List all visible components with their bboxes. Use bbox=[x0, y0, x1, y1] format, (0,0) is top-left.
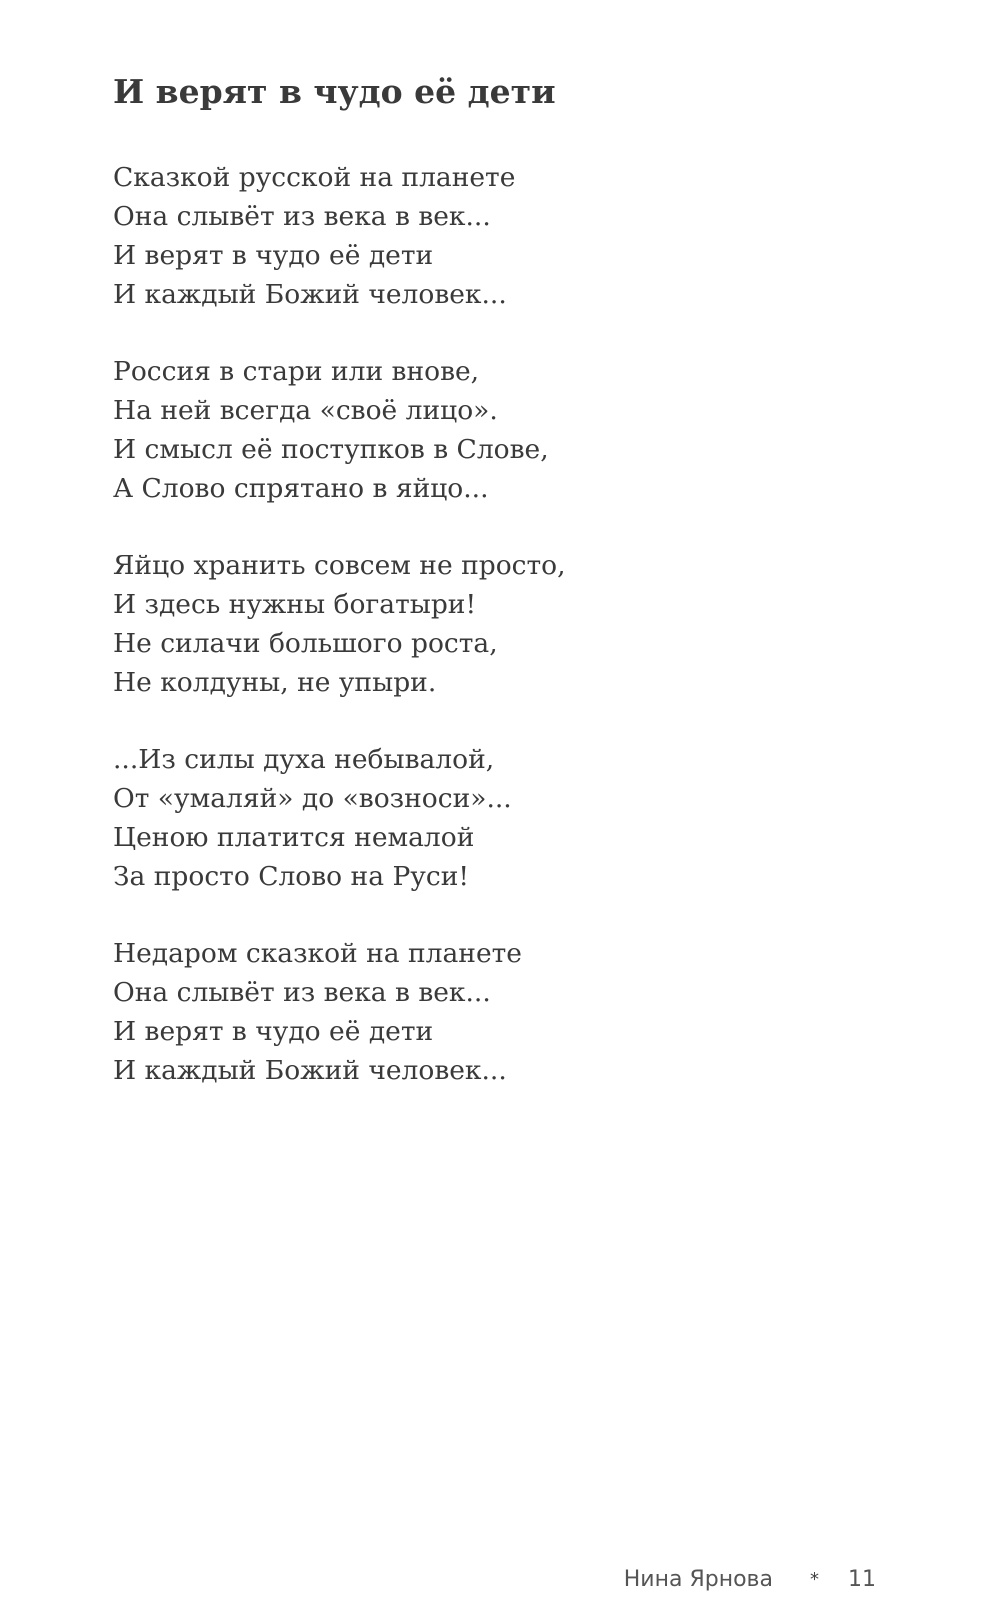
poem-line: И смысл её поступков в Слове, bbox=[113, 434, 549, 465]
separator-star-icon: * bbox=[810, 1569, 819, 1590]
poem-line: Яйцо хранить совсем не просто, bbox=[113, 550, 566, 581]
poem-line: А Слово спрятано в яйцо... bbox=[113, 473, 489, 504]
stanza-2 bbox=[113, 352, 733, 508]
poem-line: ...Из силы духа небывалой, bbox=[113, 744, 495, 775]
poem-line: Россия в стари или внове, bbox=[113, 356, 480, 387]
poem-line: И верят в чудо её дети bbox=[113, 1016, 434, 1047]
poem-line: За просто Слово на Руси! bbox=[113, 861, 470, 892]
poem-line: Не колдуны, не упыри. bbox=[113, 667, 437, 698]
stanza-5 bbox=[113, 934, 733, 1090]
stanza-1 bbox=[113, 158, 733, 314]
poem-title: И верят в чудо её дети bbox=[113, 72, 556, 111]
page-number: 11 bbox=[848, 1567, 876, 1592]
poem-body bbox=[113, 158, 733, 1128]
poem-line: От «умаляй» до «возноси»... bbox=[113, 783, 512, 814]
poem-line: И каждый Божий человек... bbox=[113, 279, 507, 310]
poem-line: И верят в чудо её дети bbox=[113, 240, 434, 271]
stanza-3 bbox=[113, 546, 733, 702]
stanza-4 bbox=[113, 740, 733, 896]
poem-line: Она слывёт из века в век... bbox=[113, 977, 491, 1008]
author-name: Нина Ярнова bbox=[623, 1567, 773, 1592]
poem-line: Ценою платится немалой bbox=[113, 822, 475, 853]
poem-line: Сказкой русской на планете bbox=[113, 162, 516, 193]
poem-line: На ней всегда «своё лицо». bbox=[113, 395, 498, 426]
page-footer bbox=[624, 1566, 876, 1594]
poem-line: И здесь нужны богатыри! bbox=[113, 589, 477, 620]
poem-line: Недаром сказкой на планете bbox=[113, 938, 522, 969]
poem-line: Не силачи большого роста, bbox=[113, 628, 498, 659]
poem-line: И каждый Божий человек... bbox=[113, 1055, 507, 1086]
poem-line: Она слывёт из века в век... bbox=[113, 201, 491, 232]
